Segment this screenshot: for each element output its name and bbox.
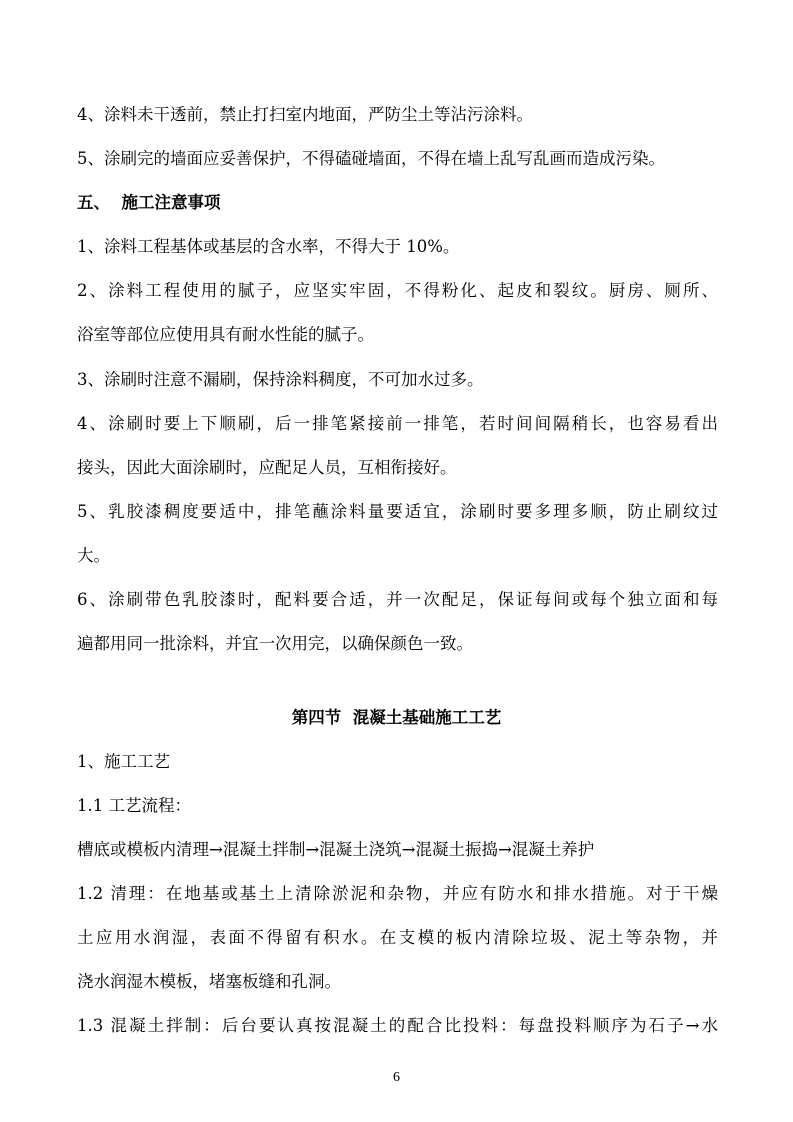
list-item-colored-line2: 遍都用同一批涂料，并宜一次用完，以确保颜色一致。	[77, 634, 473, 653]
paragraph-drying-caution: 4、涂料未干透前，禁止打扫室内地面，严防尘土等沾污涂料。	[77, 105, 533, 124]
list-item-latex-line2: 大。	[77, 546, 110, 565]
section-title-concrete	[0, 706, 793, 730]
section-heading-text: 施工注意事项	[121, 193, 221, 212]
section-heading-precautions	[77, 191, 221, 215]
list-item-brushing-line1: 4、涂刷时要上下顺刷，后一排笔紧接前一排笔，若时间间隔稍长，也容易看出	[77, 414, 718, 433]
page-number: 6	[393, 1070, 400, 1085]
section-heading-number: 五、	[77, 193, 110, 212]
subheading-process: 1、施工工艺	[77, 752, 170, 771]
list-item-moisture: 1、涂料工程基体或基层的含水率，不得大于 10%。	[77, 237, 460, 256]
subheading-workflow: 1.1 工艺流程：	[77, 796, 191, 815]
list-item-putty-line1: 2、涂料工程使用的腻子，应坚实牢固，不得粉化、起皮和裂纹。厨房、厕所、	[77, 281, 718, 300]
section-title-number: 第四节	[291, 708, 342, 727]
list-item-latex-line1: 5、乳胶漆稠度要适中，排笔蘸涂料量要适宜，涂刷时要多理多顺，防止刷纹过	[77, 502, 718, 521]
paragraph-cleaning-line3: 浇水润湿木模板，堵塞板缝和孔洞。	[77, 972, 341, 991]
list-item-brushing-line2: 接头，因此大面涂刷时，应配足人员，互相衔接好。	[77, 458, 457, 477]
section-title-text: 混凝土基础施工工艺	[352, 708, 502, 727]
paragraph-cleaning-line1: 1.2 清理：在地基或基土上清除淤泥和杂物，并应有防水和排水措施。对于干燥	[77, 884, 718, 903]
list-item-no-missing: 3、涂刷时注意不漏刷，保持涂料稠度，不可加水过多。	[77, 370, 484, 389]
paragraph-wall-protection: 5、涂刷完的墙面应妥善保护，不得磕碰墙面，不得在墙上乱写乱画而造成污染。	[77, 149, 665, 168]
list-item-putty-line2: 浴室等部位应使用具有耐水性能的腻子。	[77, 325, 374, 344]
workflow-steps: 槽底或模板内清理→混凝土拌制→混凝土浇筑→混凝土振捣→混凝土养护	[77, 840, 595, 859]
list-item-colored-line1: 6、涂刷带色乳胶漆时，配料要合适，并一次配足，保证每间或每个独立面和每	[77, 590, 718, 609]
paragraph-mixing-line1: 1.3 混凝土拌制：后台要认真按混凝土的配合比投料：每盘投料顺序为石子→水	[77, 1016, 718, 1035]
paragraph-cleaning-line2: 土应用水润湿，表面不得留有积水。在支模的板内清除垃圾、泥土等杂物，并	[77, 928, 718, 947]
